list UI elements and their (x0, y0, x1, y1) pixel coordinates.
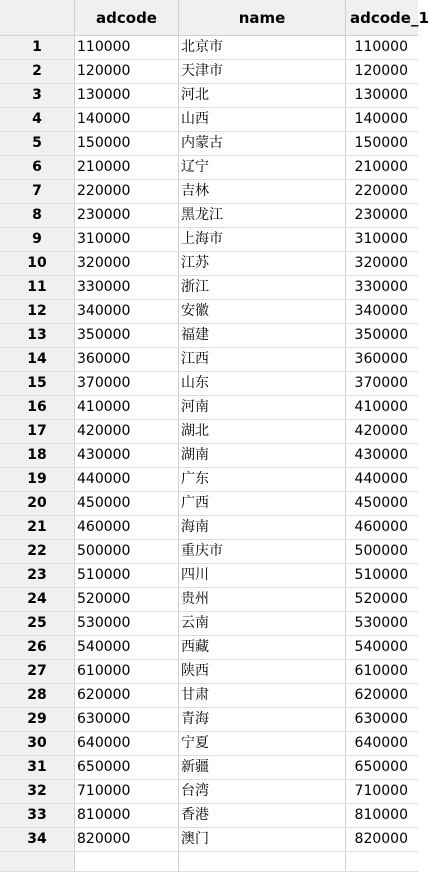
cell-adcode-1[interactable]: 310000 (354, 231, 408, 247)
cell-adcode[interactable]: 710000 (75, 780, 179, 803)
column-header-adcode-1[interactable]: adcode_1 (350, 8, 429, 27)
row-number[interactable]: 34 (0, 828, 75, 851)
table-row[interactable] (0, 156, 418, 180)
table-row[interactable] (0, 468, 418, 492)
cell-adcode[interactable]: 630000 (75, 708, 179, 731)
cell-adcode-1[interactable]: 710000 (354, 783, 408, 799)
cell-adcode-1[interactable]: 220000 (354, 183, 408, 199)
cell-name[interactable]: 安徽 (179, 300, 346, 323)
cell-adcode-1[interactable]: 810000 (354, 807, 408, 823)
cell-adcode-1[interactable]: 340000 (354, 303, 408, 319)
row-number[interactable]: 22 (0, 540, 75, 563)
cell-name[interactable]: 江西 (179, 348, 346, 371)
cell-adcode[interactable]: 350000 (75, 324, 179, 347)
table-row-partial (0, 852, 418, 872)
row-number[interactable]: 1 (0, 36, 75, 59)
table-row[interactable] (0, 396, 418, 420)
cell-adcode[interactable]: 310000 (75, 228, 179, 251)
cell-adcode-1[interactable]: 620000 (354, 687, 408, 703)
cell-adcode-1[interactable]: 150000 (354, 135, 408, 151)
cell-adcode[interactable]: 330000 (75, 276, 179, 299)
table-row[interactable] (0, 828, 418, 852)
cell-adcode-1[interactable]: 650000 (354, 759, 408, 775)
row-number[interactable]: 4 (0, 108, 75, 131)
table-row[interactable] (0, 132, 418, 156)
row-number[interactable]: 19 (0, 468, 75, 491)
table-row[interactable] (0, 804, 418, 828)
cell-adcode-1[interactable]: 820000 (354, 831, 408, 847)
row-number[interactable]: 27 (0, 660, 75, 683)
table-row[interactable] (0, 708, 418, 732)
cell-name[interactable]: 上海市 (179, 228, 346, 251)
cell-adcode-1[interactable]: 460000 (354, 519, 408, 535)
cell-adcode[interactable]: 120000 (75, 60, 179, 83)
row-number[interactable]: 13 (0, 324, 75, 347)
cell-adcode-1[interactable]: 320000 (354, 255, 408, 271)
cell-name[interactable]: 甘肃 (179, 684, 346, 707)
cell-adcode[interactable]: 220000 (75, 180, 179, 203)
row-number[interactable]: 18 (0, 444, 75, 467)
row-number-header-corner[interactable] (0, 0, 75, 35)
row-number[interactable]: 31 (0, 756, 75, 779)
cell-name[interactable]: 广西 (179, 492, 346, 515)
cell-adcode[interactable]: 640000 (75, 732, 179, 755)
table-row[interactable] (0, 348, 418, 372)
cell-adcode[interactable]: 430000 (75, 444, 179, 467)
row-number[interactable]: 33 (0, 804, 75, 827)
table-row[interactable] (0, 732, 418, 756)
row-number[interactable]: 25 (0, 612, 75, 635)
cell-adcode[interactable]: 540000 (75, 636, 179, 659)
cell-adcode[interactable]: 810000 (75, 804, 179, 827)
cell-adcode[interactable]: 620000 (75, 684, 179, 707)
cell-name[interactable]: 西藏 (179, 636, 346, 659)
cell-name[interactable]: 台湾 (179, 780, 346, 803)
row-number[interactable]: 21 (0, 516, 75, 539)
cell-name[interactable]: 天津市 (179, 60, 346, 83)
row-number[interactable]: 8 (0, 204, 75, 227)
table-row[interactable] (0, 84, 418, 108)
cell-adcode[interactable]: 650000 (75, 756, 179, 779)
cell-name[interactable]: 辽宁 (179, 156, 346, 179)
cell-adcode-1[interactable]: 510000 (354, 567, 408, 583)
cell-name[interactable]: 北京市 (179, 36, 346, 59)
cell-adcode[interactable]: 530000 (75, 612, 179, 635)
table-row[interactable] (0, 372, 418, 396)
row-number[interactable]: 9 (0, 228, 75, 251)
table-row[interactable] (0, 420, 418, 444)
cell-adcode-1[interactable]: 110000 (354, 39, 408, 55)
table-row[interactable] (0, 444, 418, 468)
cell-adcode[interactable]: 610000 (75, 660, 179, 683)
table-row[interactable] (0, 516, 418, 540)
row-number[interactable]: 26 (0, 636, 75, 659)
cell-adcode-1[interactable]: 350000 (354, 327, 408, 343)
cell-adcode-1[interactable]: 440000 (354, 471, 408, 487)
cell-name[interactable]: 四川 (179, 564, 346, 587)
cell-adcode-1[interactable]: 120000 (354, 63, 408, 79)
cell-adcode-1[interactable]: 230000 (354, 207, 408, 223)
cell-adcode[interactable]: 360000 (75, 348, 179, 371)
row-number[interactable]: 3 (0, 84, 75, 107)
cell-adcode[interactable]: 460000 (75, 516, 179, 539)
cell-adcode-1[interactable]: 360000 (354, 351, 408, 367)
cell-name[interactable]: 贵州 (179, 588, 346, 611)
cell-adcode[interactable]: 500000 (75, 540, 179, 563)
row-number[interactable]: 29 (0, 708, 75, 731)
cell-adcode-1[interactable]: 530000 (354, 615, 408, 631)
table-row[interactable] (0, 60, 418, 84)
row-number[interactable] (0, 852, 75, 871)
cell-name[interactable]: 浙江 (179, 276, 346, 299)
table-row[interactable] (0, 204, 418, 228)
table-row[interactable] (0, 36, 418, 60)
cell-adcode[interactable]: 130000 (75, 84, 179, 107)
row-number[interactable]: 7 (0, 180, 75, 203)
row-number[interactable]: 23 (0, 564, 75, 587)
table-row[interactable] (0, 540, 418, 564)
table-row[interactable] (0, 492, 418, 516)
table-row[interactable] (0, 780, 418, 804)
row-number[interactable]: 17 (0, 420, 75, 443)
row-number[interactable]: 20 (0, 492, 75, 515)
cell-name[interactable]: 澳门 (179, 828, 346, 851)
cell-name[interactable]: 新疆 (179, 756, 346, 779)
table-row[interactable] (0, 180, 418, 204)
table-row[interactable] (0, 684, 418, 708)
cell-adcode-1[interactable]: 330000 (354, 279, 408, 295)
cell-adcode[interactable]: 410000 (75, 396, 179, 419)
row-number[interactable]: 2 (0, 60, 75, 83)
table-row[interactable] (0, 636, 418, 660)
cell-name[interactable]: 江苏 (179, 252, 346, 275)
cell-name[interactable]: 云南 (179, 612, 346, 635)
row-number[interactable]: 12 (0, 300, 75, 323)
table-row[interactable] (0, 612, 418, 636)
column-header-adcode[interactable]: adcode (75, 0, 179, 35)
cell-name[interactable]: 湖南 (179, 444, 346, 467)
cell-name[interactable]: 宁夏 (179, 732, 346, 755)
cell-adcode-1[interactable] (346, 852, 418, 871)
cell-name[interactable]: 山西 (179, 108, 346, 131)
row-number[interactable]: 30 (0, 732, 75, 755)
cell-name[interactable]: 内蒙古 (179, 132, 346, 155)
row-number[interactable]: 28 (0, 684, 75, 707)
table-row[interactable] (0, 588, 418, 612)
cell-adcode-1[interactable]: 140000 (354, 111, 408, 127)
row-number[interactable]: 24 (0, 588, 75, 611)
cell-adcode-1[interactable]: 370000 (354, 375, 408, 391)
cell-name[interactable]: 湖北 (179, 420, 346, 443)
cell-name[interactable]: 青海 (179, 708, 346, 731)
cell-name[interactable]: 香港 (179, 804, 346, 827)
row-number[interactable]: 5 (0, 132, 75, 155)
table-row[interactable] (0, 300, 418, 324)
cell-name[interactable]: 山东 (179, 372, 346, 395)
cell-adcode[interactable] (75, 852, 179, 871)
cell-name[interactable]: 吉林 (179, 180, 346, 203)
cell-adcode[interactable]: 510000 (75, 564, 179, 587)
cell-adcode-1[interactable]: 540000 (354, 639, 408, 655)
table-row[interactable] (0, 660, 418, 684)
table-row[interactable] (0, 108, 418, 132)
cell-adcode-1[interactable]: 410000 (354, 399, 408, 415)
column-header-name[interactable]: name (179, 0, 346, 35)
table-row[interactable] (0, 252, 418, 276)
table-row[interactable] (0, 564, 418, 588)
cell-adcode-1[interactable]: 630000 (354, 711, 408, 727)
table-header (0, 0, 429, 36)
cell-adcode[interactable]: 110000 (75, 36, 179, 59)
row-number[interactable]: 10 (0, 252, 75, 275)
cell-adcode-1[interactable]: 640000 (354, 735, 408, 751)
cell-adcode-1[interactable]: 130000 (354, 87, 408, 103)
cell-adcode[interactable]: 370000 (75, 372, 179, 395)
row-number[interactable]: 14 (0, 348, 75, 371)
cell-adcode-1[interactable]: 420000 (354, 423, 408, 439)
row-number[interactable]: 6 (0, 156, 75, 179)
cell-adcode[interactable]: 150000 (75, 132, 179, 155)
row-number[interactable]: 16 (0, 396, 75, 419)
table-row[interactable] (0, 228, 418, 252)
table-body (0, 36, 418, 852)
cell-name[interactable]: 河南 (179, 396, 346, 419)
cell-adcode[interactable]: 520000 (75, 588, 179, 611)
cell-adcode[interactable]: 450000 (75, 492, 179, 515)
cell-name[interactable]: 河北 (179, 84, 346, 107)
cell-adcode-1[interactable]: 520000 (354, 591, 408, 607)
cell-adcode[interactable]: 340000 (75, 300, 179, 323)
cell-adcode-1[interactable]: 430000 (354, 447, 408, 463)
cell-name[interactable]: 海南 (179, 516, 346, 539)
row-number[interactable]: 32 (0, 780, 75, 803)
row-number[interactable]: 15 (0, 372, 75, 395)
cell-name[interactable]: 福建 (179, 324, 346, 347)
cell-name[interactable]: 黑龙江 (179, 204, 346, 227)
cell-name[interactable]: 广东 (179, 468, 346, 491)
cell-adcode[interactable]: 440000 (75, 468, 179, 491)
cell-name[interactable]: 重庆市 (179, 540, 346, 563)
cell-name[interactable] (179, 852, 346, 871)
cell-adcode-1[interactable]: 450000 (354, 495, 408, 511)
cell-adcode-1[interactable]: 500000 (354, 543, 408, 559)
cell-adcode[interactable]: 230000 (75, 204, 179, 227)
row-number[interactable]: 11 (0, 276, 75, 299)
table-row[interactable] (0, 324, 418, 348)
cell-adcode[interactable]: 320000 (75, 252, 179, 275)
table-row[interactable] (0, 276, 418, 300)
cell-adcode[interactable]: 210000 (75, 156, 179, 179)
table-row[interactable] (0, 756, 418, 780)
cell-adcode-1[interactable]: 210000 (354, 159, 408, 175)
cell-name[interactable]: 陕西 (179, 660, 346, 683)
cell-adcode-1[interactable]: 610000 (354, 663, 408, 679)
cell-adcode[interactable]: 140000 (75, 108, 179, 131)
cell-adcode[interactable]: 420000 (75, 420, 179, 443)
cell-adcode[interactable]: 820000 (75, 828, 179, 851)
